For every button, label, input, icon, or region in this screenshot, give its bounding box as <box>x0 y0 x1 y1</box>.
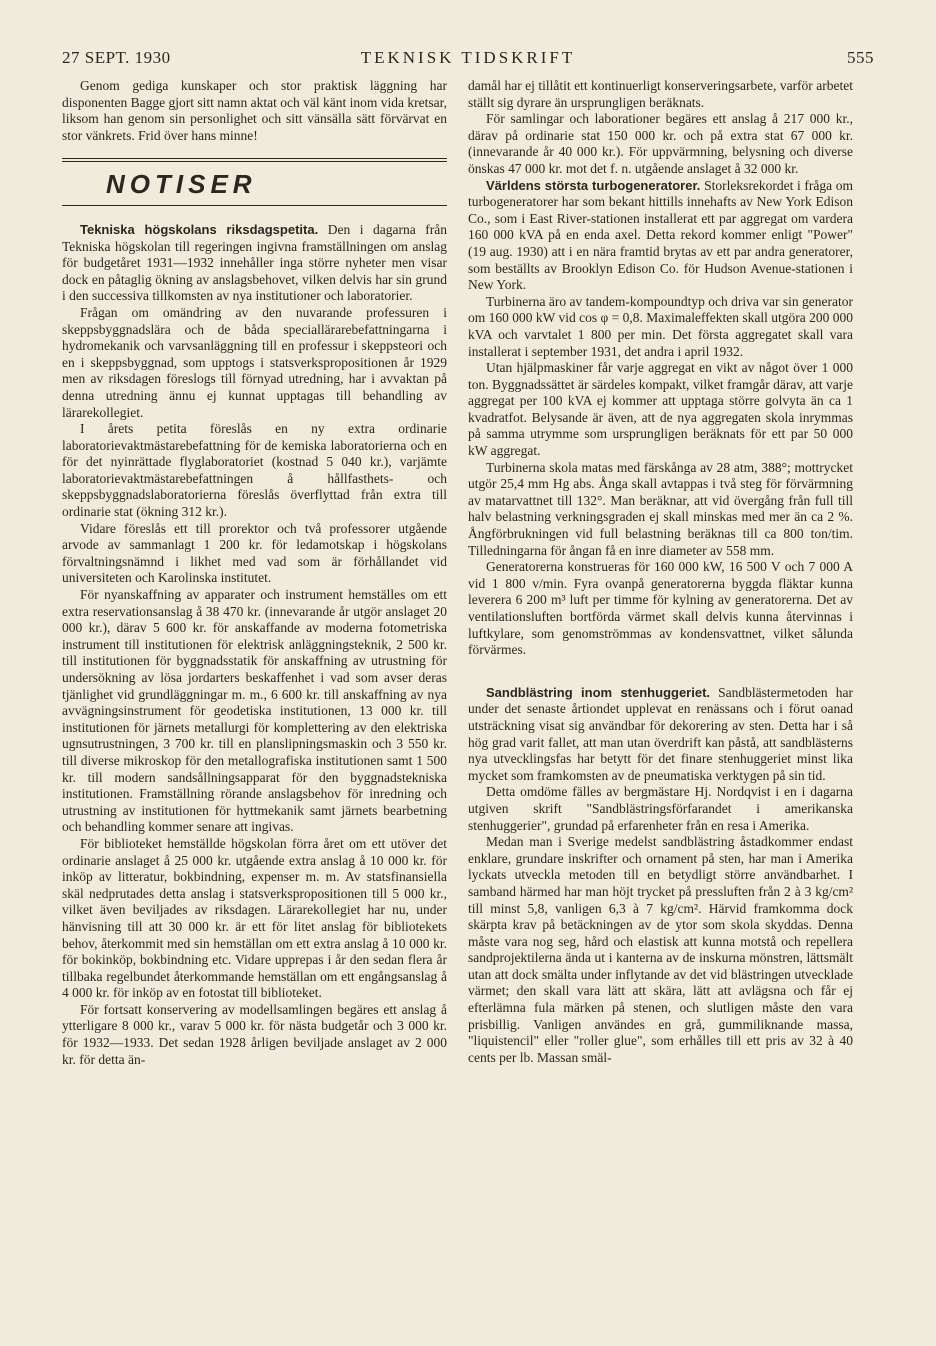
article-paragraph: Frågan om omändring av den nuvarande professuren i skeppsbyggnadslära och de båda speciallärarebefattningarna i hydromekanik och varvsanläggning till en professur i skeppsteori och en i skeppsbyggnad, som upptogs i statsverkspropositionen år 1929 men av riksdagen föreslogs till förnyad utredning, har i avvaktan på denna utredning ännu ej kunnat upptagas till behandling av lärarekollegiet. <box>62 304 447 420</box>
article-heading: Tekniska högskolans riksdagspetita. <box>80 221 319 237</box>
article-heading: Sandblästring inom stenhuggeriet. <box>486 684 711 700</box>
article-paragraph: Turbinerna skola matas med färskånga av 28 atm, 388°; mottrycket utgör 25,4 mm Hg abs. Ånga skall avtappas i två steg för förvärmning av matarvattnet till 132°. Man beräknar, att vid övergång från full till halv belastning verkningsgraden ej skall minskas med mer än ca 2 %. Ångförbrukningen vid full belastning beräknas till ca 800 ton/tim. Tilledningarna för ångan få en inre diameter av 558 mm. <box>468 459 853 558</box>
article-paragraph: Vidare föreslås ett till prorektor och två professorer utgående arvode av sammanlagt 1 200 kr. för ledamotskap i högskolans förvaltningsnämnd i likhet med vad som är förhållandet vid universiteten och Karolinska institutet. <box>62 520 447 586</box>
article-paragraph: För nyanskaffning av apparater och instrument hemställes om ett extra reservationsanslag å 38 470 kr. (innevarande år utgör anslaget 20 000 kr.), därav 5 600 kr. för anskaffande av moderna fotometriska instrument till institutionen för elektrisk anläggningsteknik, 2 500 kr. till institutionen för byggnadsstatik för anskaffning av utrustning för undersökning av lösa jordarters beskaffenhet i vad som avser deras tjänlighet vid grundläggningar m. m., 6 600 kr. till anskaffning av nya avvägningsinstrument för geodetiska institutionen, 13 000 kr. till institutionen för järnets metallurgi för komplettering av den elektriska ugnsutrustningen, 3 700 kr. till en planslipningsmaskin och 3 550 kr. till diverse mikroskop för den metallografiska institutionen samt 1 500 kr. till modern sandsållningsapparat för den byggnadstekniska institutionen. Framställning rörande anslagsbehov för inredning och utrustning av institutionen för hyttmekanik samt järnets bearbetning och behandling kommer senare att ingivas. <box>62 587 447 835</box>
article-paragraph: Turbinerna äro av tandem-kompoundtyp och driva var sin generator om 160 000 kW vid cos φ = 0,8. Maximaleffekten skall utgöra 200 000 kVA och varvtalet 1 800 per min. Det första aggregatet skall vara installerat i september 1931, det andra i april 1932. <box>468 293 853 359</box>
article-paragraph: Detta omdöme fälles av bergmästare Hj. Nordqvist i en i dagarna utgiven skrift "Sandblästringsförfarandet i amerikanska stenhuggerier", grundad på erfarenheter från en resa i Amerika. <box>468 784 853 833</box>
article-paragraph: Sandblästring inom stenhuggeriet. Sandblästermetoden har under det senaste årtiondet upplevat en renässans och i förut oanad utsträckning visat sig användbar för dekorering av sten. Detta har i så hög grad varit fallet, att man utan överdrift kan påstå, att sandblästerns nya utvecklingsfas har betytt för det finare stenhuggeriet minst lika mycket som framkomsten av de pneumatiska verktygen på sin tid. <box>468 684 853 783</box>
page-number: 555 <box>847 48 874 67</box>
article-paragraph: Världens största turbogeneratorer. Storleksrekordet i fråga om turbogeneratorer har som bekant hittills innehafts av New York Edison Co., som i East River-stationen installerat ett par aggregat om vardera 160 000 kVA på en enda axel. Detta rekord kommer enligt "Power" (19 aug. 1930) att i en nära framtid brytas av ett par andra generatorer, som beställts av Brooklyn Edison Co. för Hudson Avenue-stationen i New York. <box>468 177 854 293</box>
article-paragraph: För fortsatt konservering av modellsamlingen begäres ett anslag å ytterligare 8 000 kr., varav 5 000 kr. för nästa budgetår och 3 000 kr. för 1932—1933. Det sedan 1928 årligen beviljade anslaget av 2 000 kr. för detta än- <box>62 1001 447 1067</box>
article-paragraph: För samlingar och laborationer begäres ett anslag å 217 000 kr., därav på ordinarie stat 150 000 kr. och på extra stat 67 000 kr. (innevarande år 40 000 kr.). För uppvärmning, belysning och diverse önskas 47 000 kr. mot det f. n. utgående anslaget å 32 000 kr. <box>468 111 853 176</box>
article-paragraph: För biblioteket hemställde högskolan förra året om ett utöver det ordinarie anslaget å 25 000 kr. utgående extra anslag å 10 000 kr. för inköp av litteratur, bokbindning, expenser m. m. Av statsfinansiella skäl nedprutades detta anslag i statsverkspropositionen till 5 000 kr., vilket även beviljades av riksdagen. Lärarekollegiet har nu, under hänvisning till att 30 000 kr. är ett för litet anslag för bibliotekets behov, återkommit med sin hemställan om ett extra anslag å 10 000 kr. för bokinköp, bokbindning etc. Vidare upprepas i år den sedan flera år tillbaka regelbundet återkommande hemställan om ett engångsanslag å 4 000 kr. för inköp av en fotostat till biblioteket. <box>62 835 447 1001</box>
article-paragraph: Medan man i Sverige medelst sandblästring åstadkommer endast enklare, grundare inskrifter och ornament på sten, har man i Amerika lyckats utveckla metoden till en betydligt större användbarhet. I samband härmed har man höjt trycket på pressluften från 2 à 3 kg/cm² till minst 5,8, vanligen 6,3 à 7 kg/cm². Härvid framkomma dock skärpta krav på betäckningen av de ytor som skola skyddas. Denna måste vara nog seg, hård och elastisk att kunna motstå och repellera sandprojektilerna ända ut i kanterna av de inskurna mönstren, lättsmält utan att dock smälta under inflytande av det vid blästringen utvecklade värmet; den skall vara lätt att skära, lätt att avlägsna och får ej efterlämna fula märken på stenen, och slutligen måste den vara prisbillig. Vanligen användes en grå, gummiliknande massa, "liquistencil" eller "roller glue", som erhålles till ett pris av 32 à 40 cents per lb. Massan smäl- <box>468 834 853 1065</box>
journal-title: TEKNISK TIDSKRIFT <box>360 48 576 67</box>
right-column <box>468 78 853 1066</box>
section-divider-bottom <box>62 205 447 206</box>
article-paragraph: I årets petita föreslås en ny extra ordinarie laboratorievaktmästarebefattning för de kemiska laboratorierna och en för det nyinrättade flyglaboratoriet (kostnad 5 040 kr.), varjämte laboratorievaktmästarebefattningen å hållfasthets- och skeppsbyggnadslaboratorierna föreslås överflyttad från extra till ordinarie stat (ökning 312 kr.). <box>62 421 447 520</box>
issue-date: 27 SEPT. 1930 <box>62 48 171 67</box>
article-paragraph: Tekniska högskolans riksdagspetita. Den i dagarna från Tekniska högskolan till regeringen ingivna framställningen om anslag för budgetåret 1931—1932 innehåller inga större nyheter men visar dock en påtaglig ökning av anslagsbehovet, vilken delvis har sin grund i den successiva tillkomsten av nya institutioner och laboratorier. <box>62 221 448 304</box>
article-paragraph: Utan hjälpmaskiner får varje aggregat en vikt av något över 1 000 ton. Byggnadssättet är särdeles kompakt, vilket framgår därav, att varje aggregat per 100 kVA ej kommer att upptaga större golvyta än ca 1 kvadratfot. Belysande är även, att de nya aggregaten skola inrymmas på samma utrymme som ursprungligen beräknats för ett par 50 000 kW aggregat. <box>468 360 853 459</box>
article-heading: Världens största turbogeneratorer. <box>486 177 701 193</box>
article-paragraph: damål har ej tillåtit ett kontinuerligt konserveringsarbete, varför arbetet ställt sig dyrare än ursprungligen beräknats. <box>468 78 853 110</box>
obituary-ending: Genom gediga kunskaper och stor praktisk läggning har disponenten Bagge gjort sitt namn aktat och väl känt inom vida kretsar, liksom han genom sin personlighet och sitt vänsälla sätt förvärvat en stor vänkrets. Frid över hans minne! <box>62 78 447 143</box>
section-divider-top <box>62 158 447 162</box>
section-title: NOTISER <box>106 169 257 200</box>
left-column <box>62 78 447 1068</box>
article-paragraph: Generatorerna konstrueras för 160 000 kW, 16 500 V och 7 000 A vid 1 800 v/min. Fyra ovanpå generatorerna byggda fläktar kunna leverera 6 200 m³ luft per timme för kylning av generatorerna. Det av ventilationsluften bortförda värmet skall delvis kunna återvinnas i luftkylare, som genomströmmas av kondensvattnet, vilket sålunda förvärmes. <box>468 559 853 658</box>
page-header <box>62 48 874 72</box>
